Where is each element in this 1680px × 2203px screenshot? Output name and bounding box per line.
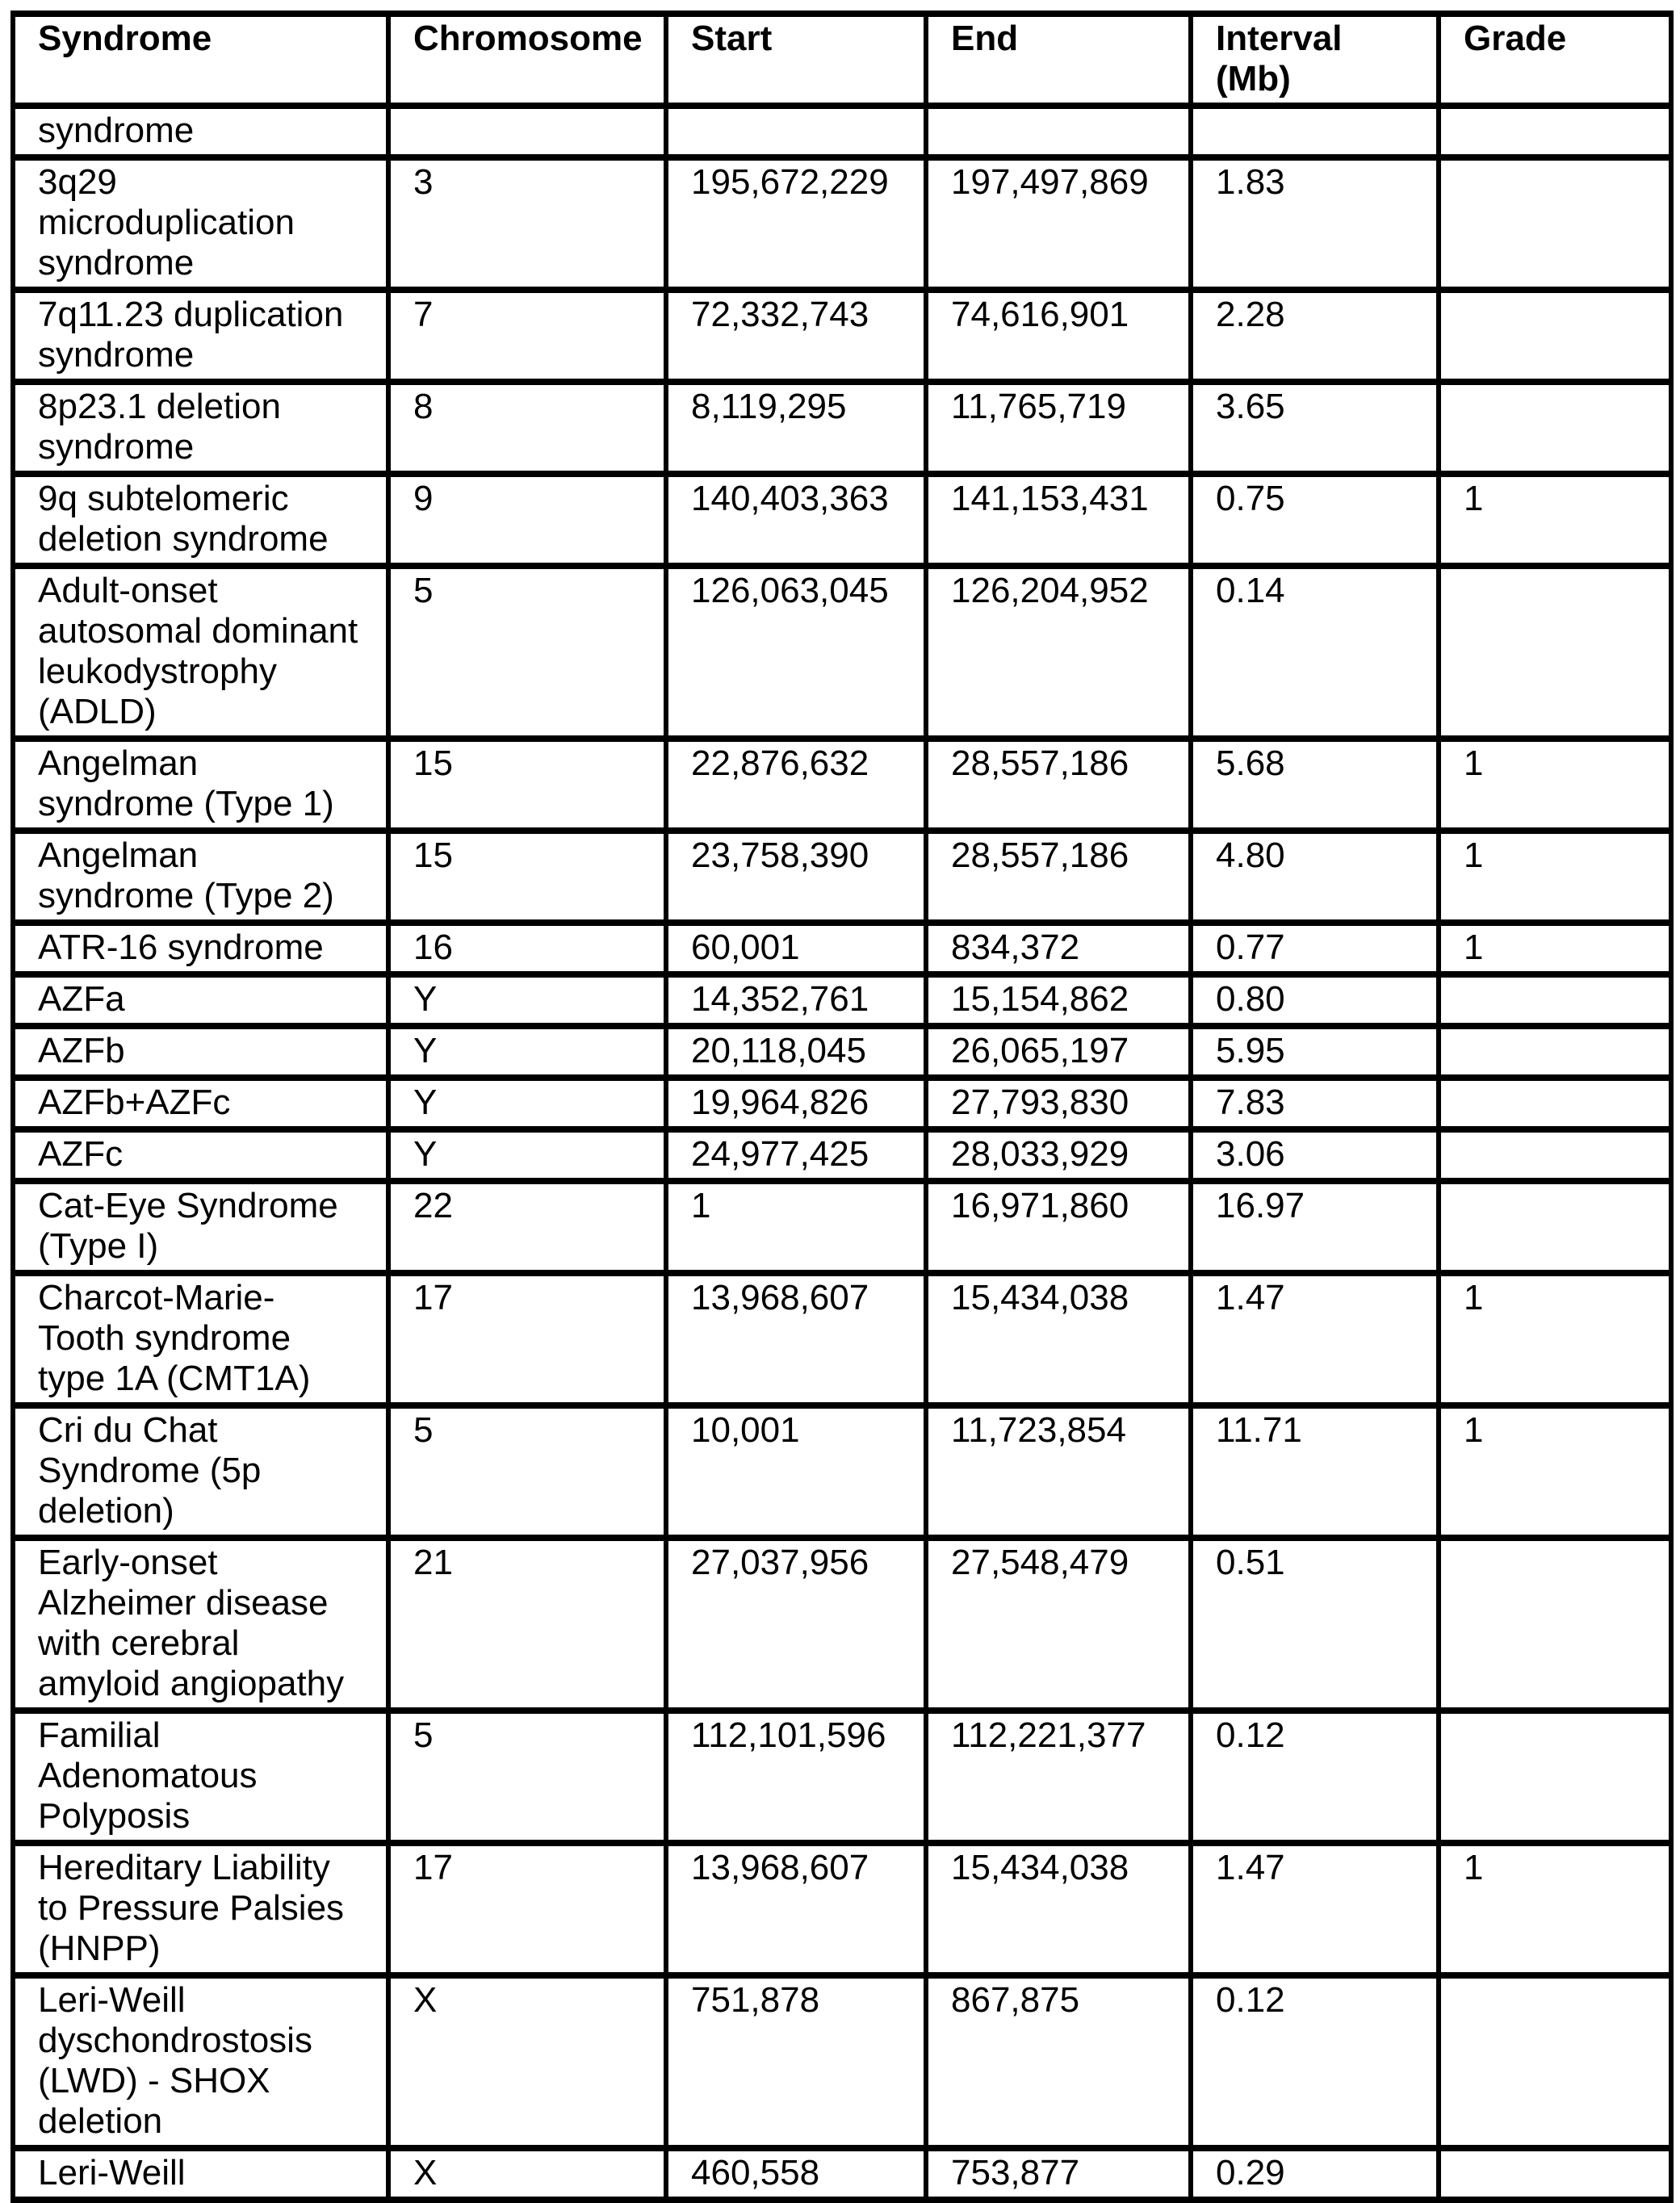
cell-syndrome: Angelman syndrome (Type 2) (13, 831, 388, 923)
cell-end: 28,557,186 (926, 831, 1191, 923)
table-row (13, 1273, 1671, 1405)
cell-interval: 0.29 (1191, 2148, 1439, 2200)
cell-syndrome: Early-onset Alzheimer disease with cerebral amyloid angiopathy (13, 1538, 388, 1711)
table-row (13, 1026, 1671, 1078)
cell-end: 11,765,719 (926, 382, 1191, 474)
cell-chromosome: 17 (388, 1273, 666, 1405)
cell-syndrome: Cri du Chat Syndrome (5p deletion) (13, 1405, 388, 1538)
table-row (13, 1181, 1671, 1273)
cell-start: 20,118,045 (666, 1026, 926, 1078)
cell-end: 27,548,479 (926, 1538, 1191, 1711)
cell-grade (1439, 382, 1671, 474)
cell-chromosome: Y (388, 974, 666, 1026)
cell-end: 27,793,830 (926, 1078, 1191, 1129)
cell-grade (1439, 1538, 1671, 1711)
cell-start: 460,558 (666, 2148, 926, 2200)
cell-interval: 4.80 (1191, 831, 1439, 923)
cell-start: 10,001 (666, 1405, 926, 1538)
col-header-grade: Grade (1439, 14, 1671, 106)
cell-interval: 3.65 (1191, 382, 1439, 474)
cell-syndrome: AZFb+AZFc (13, 1078, 388, 1129)
cell-start: 24,977,425 (666, 1129, 926, 1181)
cell-interval (1191, 106, 1439, 157)
cell-syndrome: Hereditary Liability to Pressure Palsies (HNPP) (13, 1843, 388, 1975)
cell-interval: 0.80 (1191, 974, 1439, 1026)
cell-interval: 5.95 (1191, 1026, 1439, 1078)
col-header-chromosome: Chromosome (388, 14, 666, 106)
cell-interval: 2.28 (1191, 290, 1439, 382)
cell-end: 867,875 (926, 1975, 1191, 2148)
cell-interval: 1.47 (1191, 1273, 1439, 1405)
cell-interval: 7.83 (1191, 1078, 1439, 1129)
col-header-end: End (926, 14, 1191, 106)
cell-end: 16,971,860 (926, 1181, 1191, 1273)
cell-grade: 1 (1439, 1273, 1671, 1405)
cell-grade (1439, 1129, 1671, 1181)
cell-start: 14,352,761 (666, 974, 926, 1026)
cell-chromosome: X (388, 1975, 666, 2148)
cell-end: 126,204,952 (926, 566, 1191, 739)
cell-end: 834,372 (926, 923, 1191, 974)
cell-chromosome: Y (388, 1078, 666, 1129)
table-row (13, 474, 1671, 566)
col-header-syndrome: Syndrome (13, 14, 388, 106)
cell-chromosome: 5 (388, 566, 666, 739)
cell-end: 753,877 (926, 2148, 1191, 2200)
cell-chromosome: 15 (388, 739, 666, 831)
cell-end: 28,033,929 (926, 1129, 1191, 1181)
cell-interval: 0.12 (1191, 1711, 1439, 1843)
cell-syndrome: Leri-Weill dyschondrostosis (LWD) - SHOX deletion (13, 1975, 388, 2148)
table-row (13, 382, 1671, 474)
cell-interval: 1.83 (1191, 157, 1439, 290)
table-row (13, 974, 1671, 1026)
cell-grade (1439, 157, 1671, 290)
cell-syndrome: Adult-onset autosomal dominant leukodystrophy (ADLD) (13, 566, 388, 739)
cell-chromosome: 22 (388, 1181, 666, 1273)
cell-interval: 0.14 (1191, 566, 1439, 739)
syndromes-table (10, 10, 1674, 2203)
cell-grade (1439, 1078, 1671, 1129)
cell-end: 141,153,431 (926, 474, 1191, 566)
cell-chromosome: 5 (388, 1405, 666, 1538)
cell-interval: 0.75 (1191, 474, 1439, 566)
cell-interval: 0.12 (1191, 1975, 1439, 2148)
cell-start: 13,968,607 (666, 1843, 926, 1975)
cell-syndrome: Angelman syndrome (Type 1) (13, 739, 388, 831)
cell-end: 11,723,854 (926, 1405, 1191, 1538)
cell-chromosome: 7 (388, 290, 666, 382)
cell-chromosome: 3 (388, 157, 666, 290)
col-header-start: Start (666, 14, 926, 106)
cell-end: 15,434,038 (926, 1843, 1191, 1975)
table-row (13, 1129, 1671, 1181)
cell-end: 28,557,186 (926, 739, 1191, 831)
cell-end: 15,154,862 (926, 974, 1191, 1026)
col-header-interval: Interval (Mb) (1191, 14, 1439, 106)
table-row (13, 106, 1671, 157)
cell-syndrome: AZFa (13, 974, 388, 1026)
cell-start: 13,968,607 (666, 1273, 926, 1405)
cell-grade (1439, 1975, 1671, 2148)
cell-chromosome: 9 (388, 474, 666, 566)
cell-interval: 0.51 (1191, 1538, 1439, 1711)
cell-grade (1439, 566, 1671, 739)
cell-start: 23,758,390 (666, 831, 926, 923)
cell-chromosome: 15 (388, 831, 666, 923)
table-row (13, 290, 1671, 382)
cell-grade (1439, 1181, 1671, 1273)
cell-chromosome: 21 (388, 1538, 666, 1711)
cell-start: 1 (666, 1181, 926, 1273)
cell-syndrome: Cat-Eye Syndrome (Type I) (13, 1181, 388, 1273)
table-row (13, 1405, 1671, 1538)
cell-grade: 1 (1439, 1405, 1671, 1538)
table-row (13, 831, 1671, 923)
cell-start: 126,063,045 (666, 566, 926, 739)
cell-chromosome: 16 (388, 923, 666, 974)
cell-end: 26,065,197 (926, 1026, 1191, 1078)
cell-syndrome: Charcot-Marie- Tooth syndrome type 1A (CMT1A) (13, 1273, 388, 1405)
table-row (13, 2148, 1671, 2200)
cell-start (666, 106, 926, 157)
cell-grade (1439, 1026, 1671, 1078)
cell-end: 112,221,377 (926, 1711, 1191, 1843)
cell-chromosome: 17 (388, 1843, 666, 1975)
cell-start: 22,876,632 (666, 739, 926, 831)
cell-syndrome: ATR-16 syndrome (13, 923, 388, 974)
cell-start: 8,119,295 (666, 382, 926, 474)
cell-syndrome: Familial Adenomatous Polyposis (13, 1711, 388, 1843)
cell-grade (1439, 106, 1671, 157)
cell-grade: 1 (1439, 1843, 1671, 1975)
cell-start: 195,672,229 (666, 157, 926, 290)
table-row (13, 1711, 1671, 1843)
cell-end: 15,434,038 (926, 1273, 1191, 1405)
cell-interval: 11.71 (1191, 1405, 1439, 1538)
cell-start: 112,101,596 (666, 1711, 926, 1843)
cell-chromosome: Y (388, 1129, 666, 1181)
cell-syndrome: Leri-Weill (13, 2148, 388, 2200)
cell-interval: 1.47 (1191, 1843, 1439, 1975)
cell-syndrome: AZFc (13, 1129, 388, 1181)
cell-syndrome: AZFb (13, 1026, 388, 1078)
cell-chromosome: 8 (388, 382, 666, 474)
cell-syndrome: 3q29 microduplication syndrome (13, 157, 388, 290)
cell-start: 19,964,826 (666, 1078, 926, 1129)
cell-grade (1439, 1711, 1671, 1843)
cell-chromosome: Y (388, 1026, 666, 1078)
cell-syndrome: syndrome (13, 106, 388, 157)
table-body (13, 106, 1671, 2200)
cell-grade: 1 (1439, 739, 1671, 831)
table-row (13, 1538, 1671, 1711)
cell-interval: 3.06 (1191, 1129, 1439, 1181)
cell-start: 140,403,363 (666, 474, 926, 566)
cell-interval: 5.68 (1191, 739, 1439, 831)
header-row (13, 14, 1671, 106)
cell-syndrome: 9q subtelomeric deletion syndrome (13, 474, 388, 566)
cell-start: 27,037,956 (666, 1538, 926, 1711)
cell-start: 72,332,743 (666, 290, 926, 382)
table-row (13, 1843, 1671, 1975)
table-row (13, 157, 1671, 290)
table-row (13, 1078, 1671, 1129)
cell-grade (1439, 974, 1671, 1026)
cell-grade (1439, 2148, 1671, 2200)
table-row (13, 566, 1671, 739)
cell-grade (1439, 290, 1671, 382)
table-row (13, 739, 1671, 831)
cell-end: 74,616,901 (926, 290, 1191, 382)
cell-grade: 1 (1439, 923, 1671, 974)
cell-end (926, 106, 1191, 157)
cell-interval: 0.77 (1191, 923, 1439, 974)
cell-grade: 1 (1439, 474, 1671, 566)
cell-start: 751,878 (666, 1975, 926, 2148)
cell-start: 60,001 (666, 923, 926, 974)
cell-syndrome: 7q11.23 duplication syndrome (13, 290, 388, 382)
cell-interval: 16.97 (1191, 1181, 1439, 1273)
cell-end: 197,497,869 (926, 157, 1191, 290)
cell-chromosome (388, 106, 666, 157)
table-row (13, 923, 1671, 974)
table-row (13, 1975, 1671, 2148)
cell-chromosome: X (388, 2148, 666, 2200)
cell-syndrome: 8p23.1 deletion syndrome (13, 382, 388, 474)
cell-grade: 1 (1439, 831, 1671, 923)
cell-chromosome: 5 (388, 1711, 666, 1843)
